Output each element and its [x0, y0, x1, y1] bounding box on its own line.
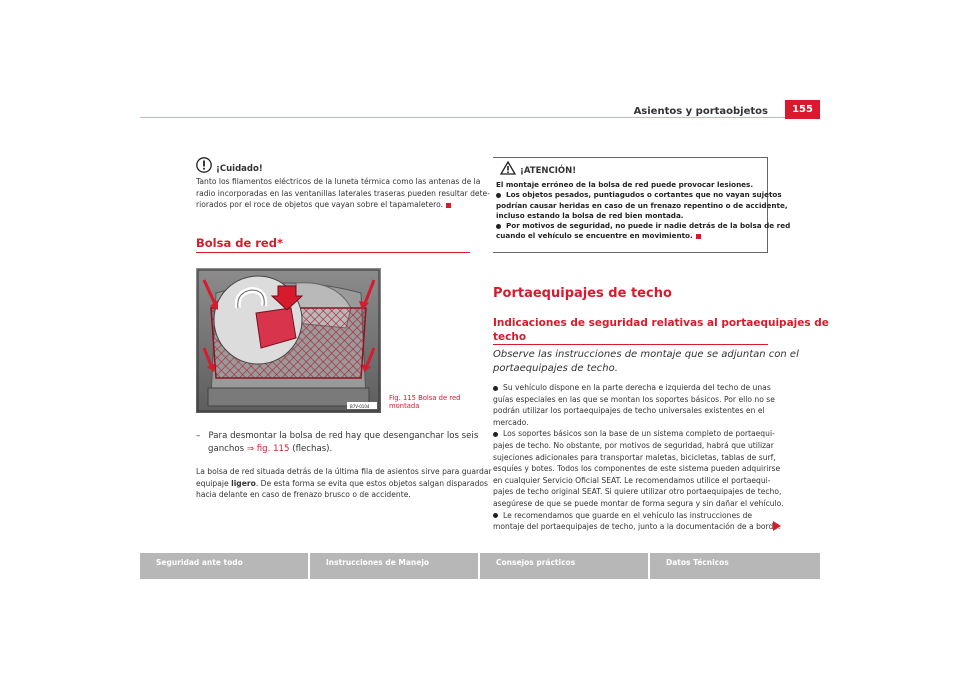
net-paragraph: La bolsa de red situada detrás de la última fila de asientos sirve para guardar equipaje ligero. De esta forma se evita que estos objetos salgan disparados hacia delante en caso de frenazo brusco o de accidente. [196, 467, 492, 500]
figure-reference-link[interactable]: ⇒ fig. 115 [246, 443, 290, 454]
footer-tab-instrucciones[interactable]: Instrucciones de Manejo [310, 553, 478, 579]
bullet-icon [496, 193, 501, 198]
end-marker-icon [446, 203, 451, 208]
page-number: 155 [785, 100, 820, 119]
figure-net-image [196, 268, 381, 413]
section-heading-roof: Portaequipajes de techo [493, 286, 672, 301]
bullet-icon [493, 513, 498, 518]
end-marker-icon [696, 234, 701, 239]
header-rule [140, 117, 820, 118]
bullet-icon [493, 386, 498, 391]
bullet-icon [496, 224, 501, 229]
caution-text: Tanto los filamentos eléctricos de la luneta térmica como las antenas de la radio incorporadas en las ventanillas laterales traseras pueden resultar dete- riorados por el roce de objetos que vayan sobre el tapamaletero. [196, 177, 490, 210]
subheading-rule [493, 344, 768, 345]
figure-caption: Fig. 115 Bolsa de red montada [389, 394, 461, 410]
footer-tab-consejos[interactable]: Consejos prácticos [480, 553, 648, 579]
list-item: Los soportes básicos son la base de un sistema completo de portaequi- pajes de techo. No obstante, por motivos de seguridad, habrá que utilizar sujeciones adicionales para transportar maletas, bicicletas, tablas de surf, esquíes y botes. Todos los componentes de este sistema pueden adquirirse en cualquier Servicio Oficial SEAT. Le recomendamos utilice el portaequi- pajes de techo original SEAT. Si quiere utilizar otro portaequipajes de techo, asegúrese de que se puede montar de forma segura y sin dañar el vehículo. [493, 429, 784, 508]
warning-bottom-rule [493, 252, 768, 253]
caution-icon [196, 157, 212, 177]
warning-title: ¡ATENCIÓN! [520, 166, 577, 176]
section-heading-net: Bolsa de red* [196, 236, 283, 250]
caution-title: ¡Cuidado! [216, 164, 263, 174]
roof-intro: Observe las instrucciones de montaje que se adjuntan con el portaequipajes de techo. [493, 349, 799, 374]
chapter-title: Asientos y portaobjetos [633, 106, 768, 117]
roof-bullets [493, 382, 784, 533]
footer-tab-seguridad[interactable]: Seguridad ante todo [140, 553, 308, 579]
section-rule [196, 252, 470, 253]
subheading-roof-safety: Indicaciones de seguridad relativas al portaequipajes de techo [493, 317, 829, 343]
list-item: Su vehículo dispone en la parte derecha e izquierda del techo de unas guías especiales en las que se montan los soportes básicos. Por ello no se podrán utilizar los portaequipajes de techo universales existentes en el mercado. [493, 383, 775, 427]
figure-code: B7V-0104 [350, 404, 370, 409]
continue-arrow-icon[interactable] [773, 521, 781, 531]
step-remove-net: – Para desmontar la bolsa de red hay que desenganchar los seis ganchos ⇒ fig. 115 (flechas). [196, 431, 479, 454]
footer-tab-datos[interactable]: Datos Técnicos [650, 553, 820, 579]
bullet-icon [493, 432, 498, 437]
warning-text: El montaje erróneo de la bolsa de red puede provocar lesiones. Los objetos pesados, puntiagudos o cortantes que no vayan sujetos podrían causar heridas en caso de un frenazo repentino o de accidente, incluso estando la bolsa de red bien montada. Por motivos de seguridad, no puede ir nadie detrás de la bolsa de red cuando el vehículo se encuentre en movimiento. [496, 180, 791, 241]
warning-triangle-icon [500, 160, 516, 179]
list-item: Le recomendamos que guarde en el vehículo las instrucciones de montaje del portaequipajes de techo, junto a la documentación de a bordo. [493, 510, 781, 532]
warning-top-rule [493, 157, 768, 158]
